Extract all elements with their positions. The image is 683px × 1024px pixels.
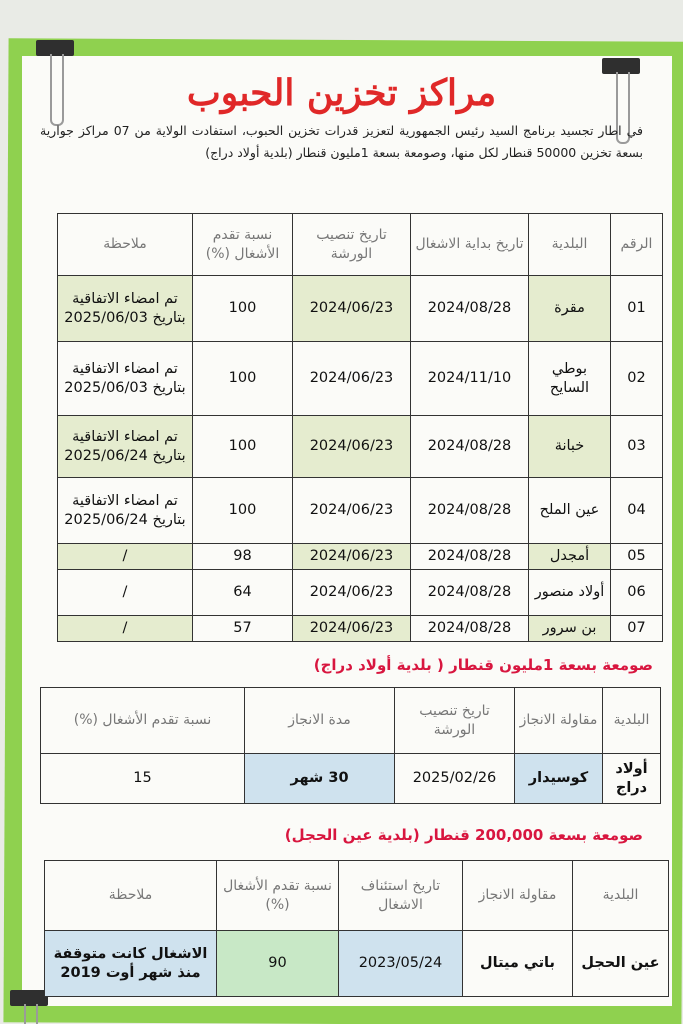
table-row bbox=[58, 342, 663, 416]
cell-start: 2024/08/28 bbox=[411, 570, 529, 616]
silo-200k-table bbox=[44, 860, 669, 997]
cell-num: 01 bbox=[611, 276, 663, 342]
cell-note: / bbox=[58, 570, 193, 616]
cell-progress: 90 bbox=[217, 931, 339, 997]
cell-progress: 98 bbox=[193, 544, 293, 570]
cell-note: تم امضاء الاتفاقية بتاريخ 2025/06/03 bbox=[58, 276, 193, 342]
cell-progress: 100 bbox=[193, 342, 293, 416]
cell-progress: 57 bbox=[193, 616, 293, 642]
cell-num: 03 bbox=[611, 416, 663, 478]
cell-num: 05 bbox=[611, 544, 663, 570]
cell-duration: 30 شهر bbox=[245, 754, 395, 804]
header-num: الرقم bbox=[611, 214, 663, 276]
cell-install: 2024/06/23 bbox=[293, 544, 411, 570]
cell-municipality: عين الملح bbox=[529, 478, 611, 544]
table-header-row bbox=[41, 688, 661, 754]
cell-municipality: أمجدل bbox=[529, 544, 611, 570]
table-row bbox=[58, 478, 663, 544]
cell-progress: 100 bbox=[193, 276, 293, 342]
cell-start: 2024/08/28 bbox=[411, 276, 529, 342]
cell-municipality: أولاد دراج bbox=[603, 754, 661, 804]
cell-num: 07 bbox=[611, 616, 663, 642]
silo-200k-heading: صومعة بسعة 200,000 قنطار (بلدية عين الحجل) bbox=[284, 826, 643, 844]
header-note: ملاحظة bbox=[45, 861, 217, 931]
cell-start: 2024/08/28 bbox=[411, 616, 529, 642]
cell-start: 2024/08/28 bbox=[411, 416, 529, 478]
table-row bbox=[58, 570, 663, 616]
intro-paragraph: في اطار تجسيد برنامج السيد رئيس الجمهورية لتعزيز قدرات تخزين الحبوب، استفادت الولاية من 07 مراكز جوارية بسعة تخزين 50000 قنطار لكل منها، وصومعة بسعة 1مليون قنطار (بلدية أولاد دراج) bbox=[40, 123, 643, 160]
cell-install: 2024/06/23 bbox=[293, 276, 411, 342]
table-header-row bbox=[58, 214, 663, 276]
cell-municipality: بن سرور bbox=[529, 616, 611, 642]
cell-install: 2024/06/23 bbox=[293, 416, 411, 478]
cell-progress: 64 bbox=[193, 570, 293, 616]
storage-centers-table bbox=[57, 213, 663, 642]
table-row bbox=[58, 544, 663, 570]
cell-note: تم امضاء الاتفاقية بتاريخ 2025/06/24 bbox=[58, 478, 193, 544]
cell-note: الاشغال كانت متوقفة منذ شهر أوت 2019 bbox=[45, 931, 217, 997]
cell-note: تم امضاء الاتفاقية بتاريخ 2025/06/24 bbox=[58, 416, 193, 478]
header-progress: نسبة تقدم الأشغال (%) bbox=[41, 688, 245, 754]
table-row bbox=[41, 754, 661, 804]
header-install-date: تاريخ تنصيب الورشة bbox=[293, 214, 411, 276]
page-title: مراكز تخزين الحبوب bbox=[186, 72, 497, 114]
table-header-row bbox=[45, 861, 669, 931]
cell-start: 2024/08/28 bbox=[411, 478, 529, 544]
header-note: ملاحظة bbox=[58, 214, 193, 276]
header-start-date: تاريخ بداية الاشغال bbox=[411, 214, 529, 276]
table-row bbox=[58, 416, 663, 478]
cell-resume: 2023/05/24 bbox=[339, 931, 463, 997]
cell-install: 2024/06/23 bbox=[293, 570, 411, 616]
cell-progress: 100 bbox=[193, 416, 293, 478]
cell-num: 06 bbox=[611, 570, 663, 616]
header-municipality: البلدية bbox=[603, 688, 661, 754]
cell-contractor: باتي ميتال bbox=[463, 931, 573, 997]
cell-municipality: خبانة bbox=[529, 416, 611, 478]
cell-municipality: بوطي السايح bbox=[529, 342, 611, 416]
header-municipality: البلدية bbox=[529, 214, 611, 276]
cell-municipality: عين الحجل bbox=[573, 931, 669, 997]
silo-1m-heading: صومعة بسعة 1مليون قنطار ( بلدية أولاد دراج) bbox=[313, 656, 653, 674]
cell-note: / bbox=[58, 616, 193, 642]
cell-install: 2025/02/26 bbox=[395, 754, 515, 804]
cell-municipality: مقرة bbox=[529, 276, 611, 342]
cell-install: 2024/06/23 bbox=[293, 342, 411, 416]
table-row bbox=[45, 931, 669, 997]
cell-install: 2024/06/23 bbox=[293, 616, 411, 642]
cell-start: 2024/11/10 bbox=[411, 342, 529, 416]
cell-num: 02 bbox=[611, 342, 663, 416]
cell-note: تم امضاء الاتفاقية بتاريخ 2025/06/03 bbox=[58, 342, 193, 416]
cell-progress: 100 bbox=[193, 478, 293, 544]
cell-municipality: أولاد منصور bbox=[529, 570, 611, 616]
table-row bbox=[58, 616, 663, 642]
cell-num: 04 bbox=[611, 478, 663, 544]
cell-contractor: كوسيدار bbox=[515, 754, 603, 804]
header-progress: نسبة تقدم الأشغال (%) bbox=[217, 861, 339, 931]
cell-start: 2024/08/28 bbox=[411, 544, 529, 570]
header-contractor: مقاولة الانجاز bbox=[463, 861, 573, 931]
binder-clip-icon bbox=[10, 990, 48, 1006]
cell-install: 2024/06/23 bbox=[293, 478, 411, 544]
cell-note: / bbox=[58, 544, 193, 570]
header-duration: مدة الانجاز bbox=[245, 688, 395, 754]
cell-progress: 15 bbox=[41, 754, 245, 804]
header-resume-date: تاريخ استئناف الاشغال bbox=[339, 861, 463, 931]
silo-1m-table bbox=[40, 687, 661, 804]
table-row bbox=[58, 276, 663, 342]
header-progress: نسبة تقدم الأشغال (%) bbox=[193, 214, 293, 276]
header-municipality: البلدية bbox=[573, 861, 669, 931]
header-contractor: مقاولة الانجاز bbox=[515, 688, 603, 754]
header-install-date: تاريخ تنصيب الورشة bbox=[395, 688, 515, 754]
binder-clip-icon bbox=[36, 40, 74, 56]
